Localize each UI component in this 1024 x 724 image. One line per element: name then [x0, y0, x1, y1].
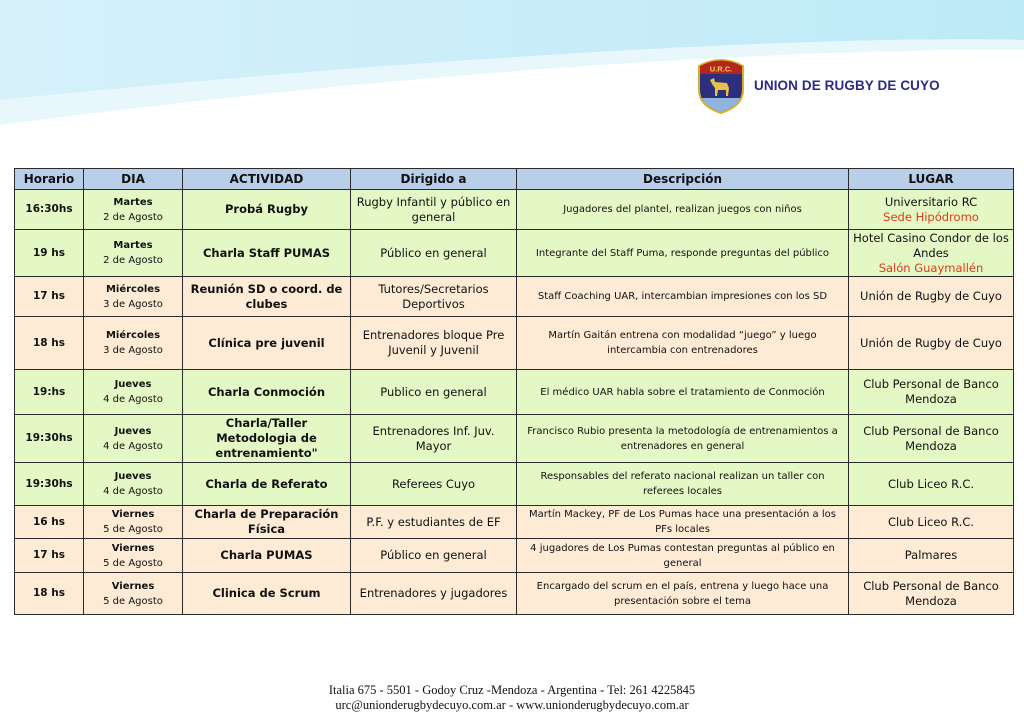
- place-name: Club Personal de Banco Mendoza: [863, 578, 999, 608]
- table-row: [15, 277, 1014, 317]
- place-name: Unión de Rugby de Cuyo: [860, 289, 1002, 303]
- time-text: 19 hs: [33, 246, 65, 259]
- table-row: [15, 370, 1014, 415]
- cell-activity: Charla de Preparación Física: [183, 506, 351, 539]
- time-text: 19:hs: [32, 385, 66, 398]
- cell-time: [15, 539, 84, 573]
- cell-target: Entrenadores bloque Pre Juvenil y Juvenil: [351, 317, 517, 370]
- cell-target: Tutores/Secretarios Deportivos: [351, 277, 517, 317]
- cell-time: [15, 370, 84, 415]
- table-row: [15, 573, 1014, 615]
- cell-place: [849, 573, 1014, 615]
- cell-target: Público en general: [351, 539, 517, 573]
- place-detail: Salón Guaymallén: [878, 260, 984, 275]
- column-header-descripcion: Descripción: [517, 169, 849, 190]
- cell-day: [84, 539, 183, 573]
- cell-description: El médico UAR habla sobre el tratamiento de Conmoción: [517, 370, 849, 415]
- svg-text:U.R.C.: U.R.C.: [709, 64, 733, 74]
- footer-contact: urc@unionderugbydecuyo.com.ar - www.unionderugbydecuyo.com.ar: [335, 698, 689, 712]
- org-name: UNION DE RUGBY DE CUYO: [754, 77, 940, 93]
- day-name: Jueves: [114, 425, 152, 437]
- table-row: [15, 463, 1014, 506]
- cell-day: [84, 463, 183, 506]
- day-name: Jueves: [114, 379, 152, 390]
- cell-activity: Charla de Referato: [183, 463, 351, 506]
- cell-activity: Charla/Taller Metodologia de entrenamiento": [183, 415, 351, 463]
- cell-target: Rugby Infantil y público en general: [351, 190, 517, 230]
- column-header-lugar: LUGAR: [849, 169, 1014, 190]
- cell-description: Jugadores del plantel, realizan juegos con niños: [517, 190, 849, 230]
- day-date: 3 de Agosto: [103, 345, 163, 356]
- cell-place: [849, 539, 1014, 573]
- column-header-dirigido: Dirigido a: [351, 169, 517, 190]
- cell-day: [84, 317, 183, 370]
- table-row: [15, 415, 1014, 463]
- column-header-actividad: ACTIVIDAD: [183, 169, 351, 190]
- cell-description: 4 jugadores de Los Pumas contestan preguntas al público en general: [517, 539, 849, 573]
- cell-time: [15, 230, 84, 277]
- time-text: 19:30hs: [25, 477, 73, 490]
- table-row: [15, 317, 1014, 370]
- cell-target: Publico en general: [351, 370, 517, 415]
- cell-place: [849, 317, 1014, 370]
- column-header-dia: DIA: [84, 169, 183, 190]
- cell-target: Público en general: [351, 230, 517, 277]
- cell-place: [849, 370, 1014, 415]
- cell-target: P.F. y estudiantes de EF: [351, 506, 517, 539]
- time-text: 19:30hs: [25, 432, 73, 444]
- day-date: 2 de Agosto: [103, 255, 163, 266]
- cell-description: Responsables del referato nacional realizan un taller con referees locales: [517, 463, 849, 506]
- cell-activity: Reunión SD o coord. de clubes: [183, 277, 351, 317]
- time-text: 17 hs: [33, 290, 65, 302]
- cell-day: [84, 506, 183, 539]
- cell-place: [849, 190, 1014, 230]
- cell-day: [84, 190, 183, 230]
- org-logo: [696, 56, 940, 114]
- day-name: Viernes: [111, 580, 155, 592]
- day-name: Jueves: [114, 471, 152, 482]
- cell-place: [849, 415, 1014, 463]
- place-name: Universitario RC: [884, 194, 978, 209]
- cell-time: [15, 277, 84, 317]
- cell-place: [849, 463, 1014, 506]
- cell-description: Martín Mackey, PF de Los Pumas hace una presentación a los PFs locales: [517, 506, 849, 539]
- time-text: 16:30hs: [25, 203, 73, 215]
- cell-time: [15, 190, 84, 230]
- place-name: Club Personal de Banco Mendoza: [863, 423, 999, 453]
- day-name: Viernes: [111, 542, 155, 554]
- footer-address: Italia 675 - 5501 - Godoy Cruz -Mendoza - Argentina - Tel: 261 4225845: [328, 683, 696, 697]
- schedule-table: [14, 168, 1014, 615]
- day-date: 2 de Agosto: [103, 211, 163, 223]
- place-name: Club Liceo R.C.: [887, 514, 975, 529]
- day-name: Miércoles: [105, 283, 161, 295]
- table-row: [15, 506, 1014, 539]
- urc-crest-icon: [696, 56, 746, 114]
- cell-target: Referees Cuyo: [351, 463, 517, 506]
- cell-activity: Charla Conmoción: [183, 370, 351, 415]
- cell-description: Francisco Rubio presenta la metodología de entrenamientos a entrenadores en general: [517, 415, 849, 463]
- cell-day: [84, 370, 183, 415]
- cell-activity: Clínica pre juvenil: [183, 317, 351, 370]
- cell-time: [15, 506, 84, 539]
- day-name: Martes: [113, 240, 153, 251]
- place-name: Hotel Casino Condor de los Andes: [853, 230, 1009, 260]
- table-row: [15, 539, 1014, 573]
- cell-time: [15, 415, 84, 463]
- time-text: 17 hs: [33, 549, 65, 561]
- time-text: 18 hs: [33, 336, 65, 349]
- place-name: Unión de Rugby de Cuyo: [860, 335, 1002, 350]
- day-name: Viernes: [111, 509, 155, 520]
- cell-place: [849, 506, 1014, 539]
- day-date: 4 de Agosto: [103, 486, 163, 497]
- column-header-horario: Horario: [15, 169, 84, 190]
- cell-activity: Charla Staff PUMAS: [183, 230, 351, 277]
- cell-activity: Clinica de Scrum: [183, 573, 351, 615]
- time-text: 16 hs: [33, 515, 65, 528]
- table-header-row: [15, 169, 1014, 190]
- place-name: Club Liceo R.C.: [887, 476, 975, 491]
- cell-activity: Charla PUMAS: [183, 539, 351, 573]
- day-date: 5 de Agosto: [103, 595, 163, 607]
- cell-description: Encargado del scrum en el país, entrena y luego hace una presentación sobre el tema: [517, 573, 849, 615]
- cell-day: [84, 277, 183, 317]
- place-name: Club Personal de Banco Mendoza: [863, 377, 999, 406]
- cell-description: Integrante del Staff Puma, responde preguntas del público: [517, 230, 849, 277]
- day-date: 3 de Agosto: [103, 298, 163, 310]
- cell-description: Martín Gaitán entrena con modalidad “juego” y luego intercambia con entrenadores: [517, 317, 849, 370]
- cell-description: Staff Coaching UAR, intercambian impresiones con los SD: [517, 277, 849, 317]
- cell-day: [84, 573, 183, 615]
- cell-day: [84, 415, 183, 463]
- cell-time: [15, 317, 84, 370]
- day-date: 4 de Agosto: [103, 394, 163, 405]
- cell-place: [849, 277, 1014, 317]
- cell-target: Entrenadores y jugadores: [351, 573, 517, 615]
- day-name: Miércoles: [105, 330, 161, 341]
- cell-time: [15, 463, 84, 506]
- place-name: Palmares: [904, 548, 958, 562]
- time-text: 18 hs: [33, 587, 65, 599]
- cell-day: [84, 230, 183, 277]
- table-row: [15, 230, 1014, 277]
- table-row: [15, 190, 1014, 230]
- day-date: 4 de Agosto: [103, 440, 163, 452]
- day-date: 5 de Agosto: [103, 557, 163, 569]
- cell-activity: Probá Rugby: [183, 190, 351, 230]
- place-detail: Sede Hipódromo: [883, 209, 979, 224]
- cell-time: [15, 573, 84, 615]
- day-date: 5 de Agosto: [103, 524, 163, 535]
- cell-target: Entrenadores Inf. Juv. Mayor: [351, 415, 517, 463]
- day-name: Martes: [113, 196, 153, 208]
- cell-place: [849, 230, 1014, 277]
